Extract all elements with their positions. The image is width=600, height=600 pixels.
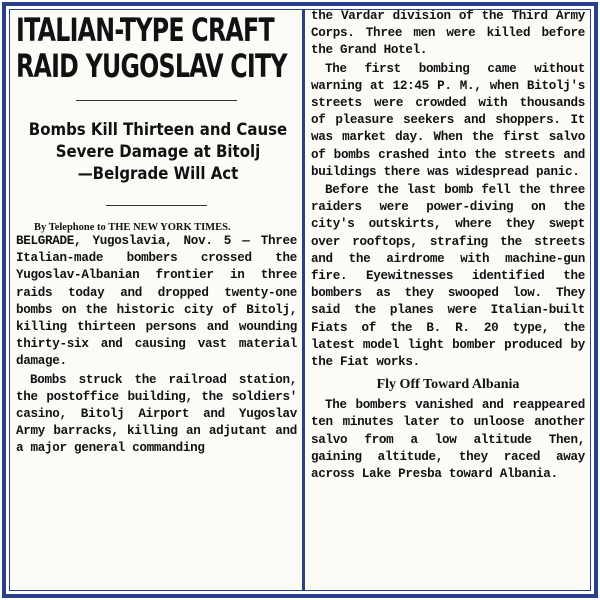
paragraph: Before the last bomb fell the three raiders were power-diving on the city's outskirts, where they swept over rooftops, strafing the streets and the airdrome with machine-gun fire. Eyewitnesses identified the bombers as they swooped low. They said the planes were Italian-built Fiats of the B. R. 20 type, the latest model light bomber produced by the Fiat works. (311, 183, 585, 370)
paragraph: BELGRADE, Yugoslavia, Nov. 5 — Three Italian-made bombers crossed the Yugoslav-Albanian frontier in three raids today and dropped twenty-one bombs on the historic city of Bitolj, killing thirteen persons and wounding thirty-six and causing vast material damage. (16, 234, 297, 369)
clipping-frame (2, 2, 598, 598)
newspaper-clipping (9, 9, 591, 591)
right-body-continued (311, 397, 585, 483)
headline-rule (76, 100, 237, 101)
paragraph: The bombers vanished and reappeared ten minutes later to unloose another salvo from a low altitude Then, gaining altitude, they raced away across Lake Presba toward Albania. (311, 398, 585, 482)
right-column (305, 10, 590, 590)
deck-line-3: —Belgrade Will Act (77, 164, 239, 184)
headline-line-1: ITALIAN-TYPE CRAFT (16, 12, 274, 49)
byline: By Telephone to THE NEW YORK TIMES. (34, 222, 231, 233)
deck (17, 119, 299, 185)
left-column (10, 10, 305, 590)
headline (16, 12, 297, 96)
subhead: Fly Off Toward Albania (376, 377, 520, 393)
paragraph: the Vardar division of the Third Army Corps. Three men were killed before the Grand Hotel. (311, 10, 585, 58)
deck-line-2: Severe Damage at Bitolj (55, 142, 261, 162)
left-body (16, 233, 297, 458)
paragraph: The first bombing came without warning at 12:45 P. M., when Bitolj's streets were crowded with thousands of pleasure seekers and shoppers. It was market day. When the first salvo of bombs crashed into the streets and buildings there was widespread panic. (311, 61, 585, 179)
deck-rule (106, 205, 207, 206)
deck-line-1: Bombs Kill Thirteen and Cause (28, 120, 288, 140)
paragraph: Bombs struck the railroad station, the postoffice building, the soldiers' casino, Bitolj Airport and Yugoslav Army barracks, killing an adjutant and a major general commanding (16, 372, 297, 456)
right-body (311, 10, 585, 371)
headline-line-2: RAID YUGOSLAV CITY (16, 47, 287, 85)
